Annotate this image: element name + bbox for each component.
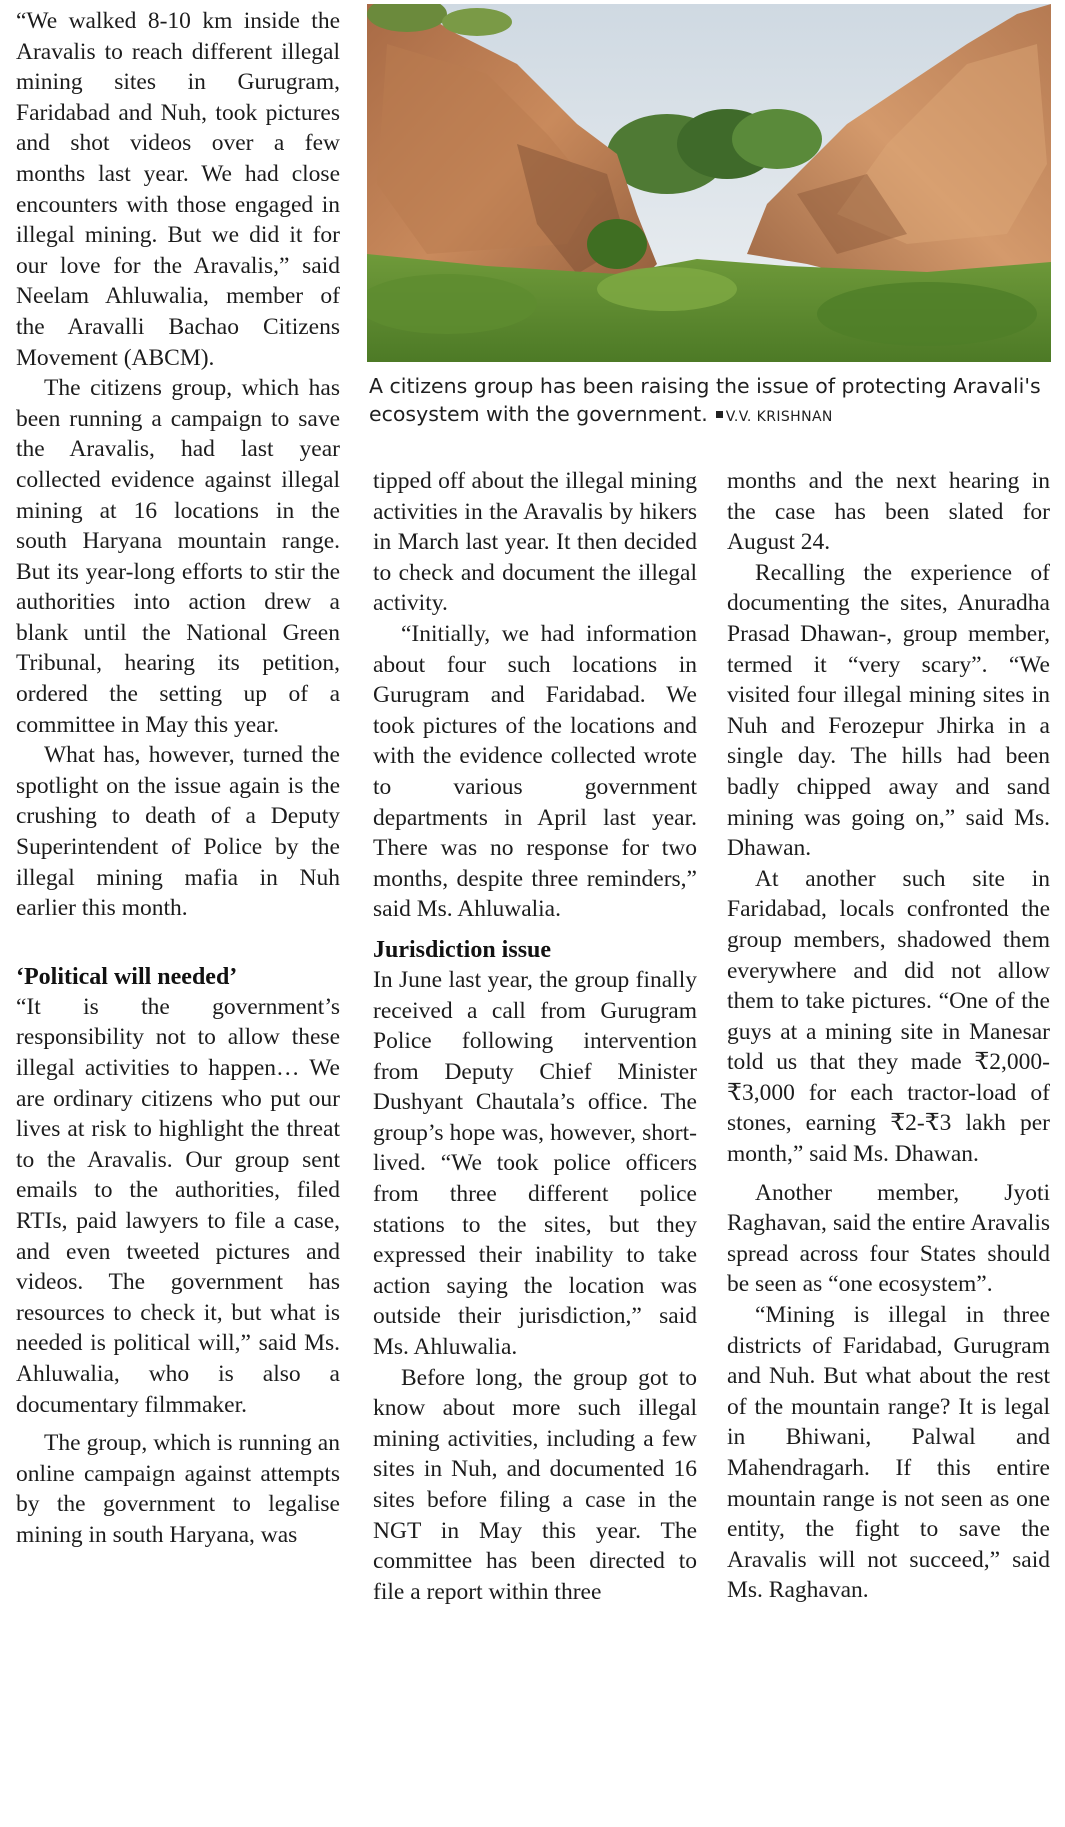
- credit-bullet-icon: [716, 411, 723, 418]
- quarry-gorge-image: [367, 4, 1051, 362]
- paragraph: In June last year, the group finally received a call from Gurugram Police following intervention from Deputy Chief Minister Dushyant Chautala’s office. The group’s hope was, however, short-lived. “We took police officers from three different police stations to the sites, but they expressed their inability to take action saying the location was outside their jurisdiction,” said Ms. Ahluwalia.: [373, 966, 697, 1361]
- article-column-3: [727, 466, 1050, 1606]
- paragraph: Recalling the experience of documenting the sites, Anuradha Prasad Dhawan-, group member, termed it “very scary”. “We visited four illegal mining sites in Nuh and Ferozepur Jhirka in a single day. The hills had been badly chipped away and sand mining was going on,” said Ms. Dhawan.: [727, 559, 1050, 862]
- paragraph: At another such site in Faridabad, locals confronted the group members, shadowed them everywhere and did not allow them to take pictures. “One of the guys at a mining site in Manesar told us that they made ₹2,000-₹3,000 for each tractor-load of stones, earning ₹2-₹3 lakh per month,” said Ms. Dhawan.: [727, 865, 1050, 1168]
- paragraph: tipped off about the illegal mining activities in the Aravalis by hikers in March last year. It then decided to check and document the illegal activity.: [373, 468, 697, 617]
- paragraph: What has, however, turned the spotlight on the issue again is the crushing to death of a Deputy Superintendent of Police by the illegal mining mafia in Nuh earlier this month.: [16, 742, 340, 922]
- caption-text: A citizens group has been raising the issue of protecting Aravali's ecosystem with the government.: [369, 374, 1041, 426]
- article-photo: [367, 4, 1051, 362]
- paragraph: months and the next hearing in the case has been slated for August 24.: [727, 468, 1050, 556]
- section-heading: Jurisdiction issue: [373, 936, 552, 963]
- paragraph: Another member, Jyoti Raghavan, said the entire Aravalis spread across four States should be seen as “one ecosystem”.: [727, 1179, 1050, 1298]
- article-column-1: [16, 6, 340, 1551]
- paragraph: The citizens group, which has been running a campaign to save the Aravalis, had last year collected evidence against illegal mining at 16 locations in the south Haryana mountain range. But its year-long efforts to stir the authorities into action drew a blank until the National Green Tribunal, hearing its petition, ordered the setting up of a committee in May this year.: [16, 375, 340, 738]
- paragraph: “It is the government’s responsibility not to allow these illegal activities to happen… We are ordinary citizens who put our lives at risk to highlight the threat to the Aravalis. Our group sent emails to the authorities, filed RTIs, paid lawyers to file a case, and even tweeted pictures and videos. The government has resources to check it, but what is needed is political will,” said Ms. Ahluwalia, who is also a documentary filmmaker.: [16, 993, 340, 1418]
- paragraph: Before long, the group got to know about more such illegal mining activities, including a few sites in Nuh, and documented 16 sites before filing a case in the NGT in May this year. The committee has been directed to file a report within three: [373, 1364, 697, 1605]
- article-column-2: [373, 466, 697, 1607]
- paragraph: “We walked 8-10 km inside the Aravalis to reach different illegal mining sites in Gurugram, Faridabad and Nuh, took pictures and shot videos over a few months last year. We had close encounters with those engaged in illegal mining. But we did it for our love for the Aravalis,” said Neelam Ahluwalia, member of the Aravalli Bachao Citizens Movement (ABCM).: [16, 8, 340, 371]
- paragraph: The group, which is running an online campaign against attempts by the government to legalise mining in south Haryana, was: [16, 1430, 340, 1548]
- photo-credit: V.V. KRISHNAN: [725, 409, 833, 425]
- paragraph: “Mining is illegal in three districts of Faridabad, Gurugram and Nuh. But what about the rest of the mountain range? It is legal in Bhiwani, Palwal and Mahendragarh. If this entire mountain range is not seen as one entity, the fight to save the Aravalis will not succeed,” said Ms. Raghavan.: [727, 1302, 1050, 1604]
- photo-caption: [369, 372, 1049, 431]
- paragraph: “Initially, we had information about four such locations in Gurugram and Faridabad. We took pictures of the locations and with the evidence collected wrote to various government departments in April last year. There was no response for two months, despite three reminders,” said Ms. Ahluwalia.: [373, 620, 697, 923]
- section-heading: ‘Political will needed’: [16, 963, 238, 990]
